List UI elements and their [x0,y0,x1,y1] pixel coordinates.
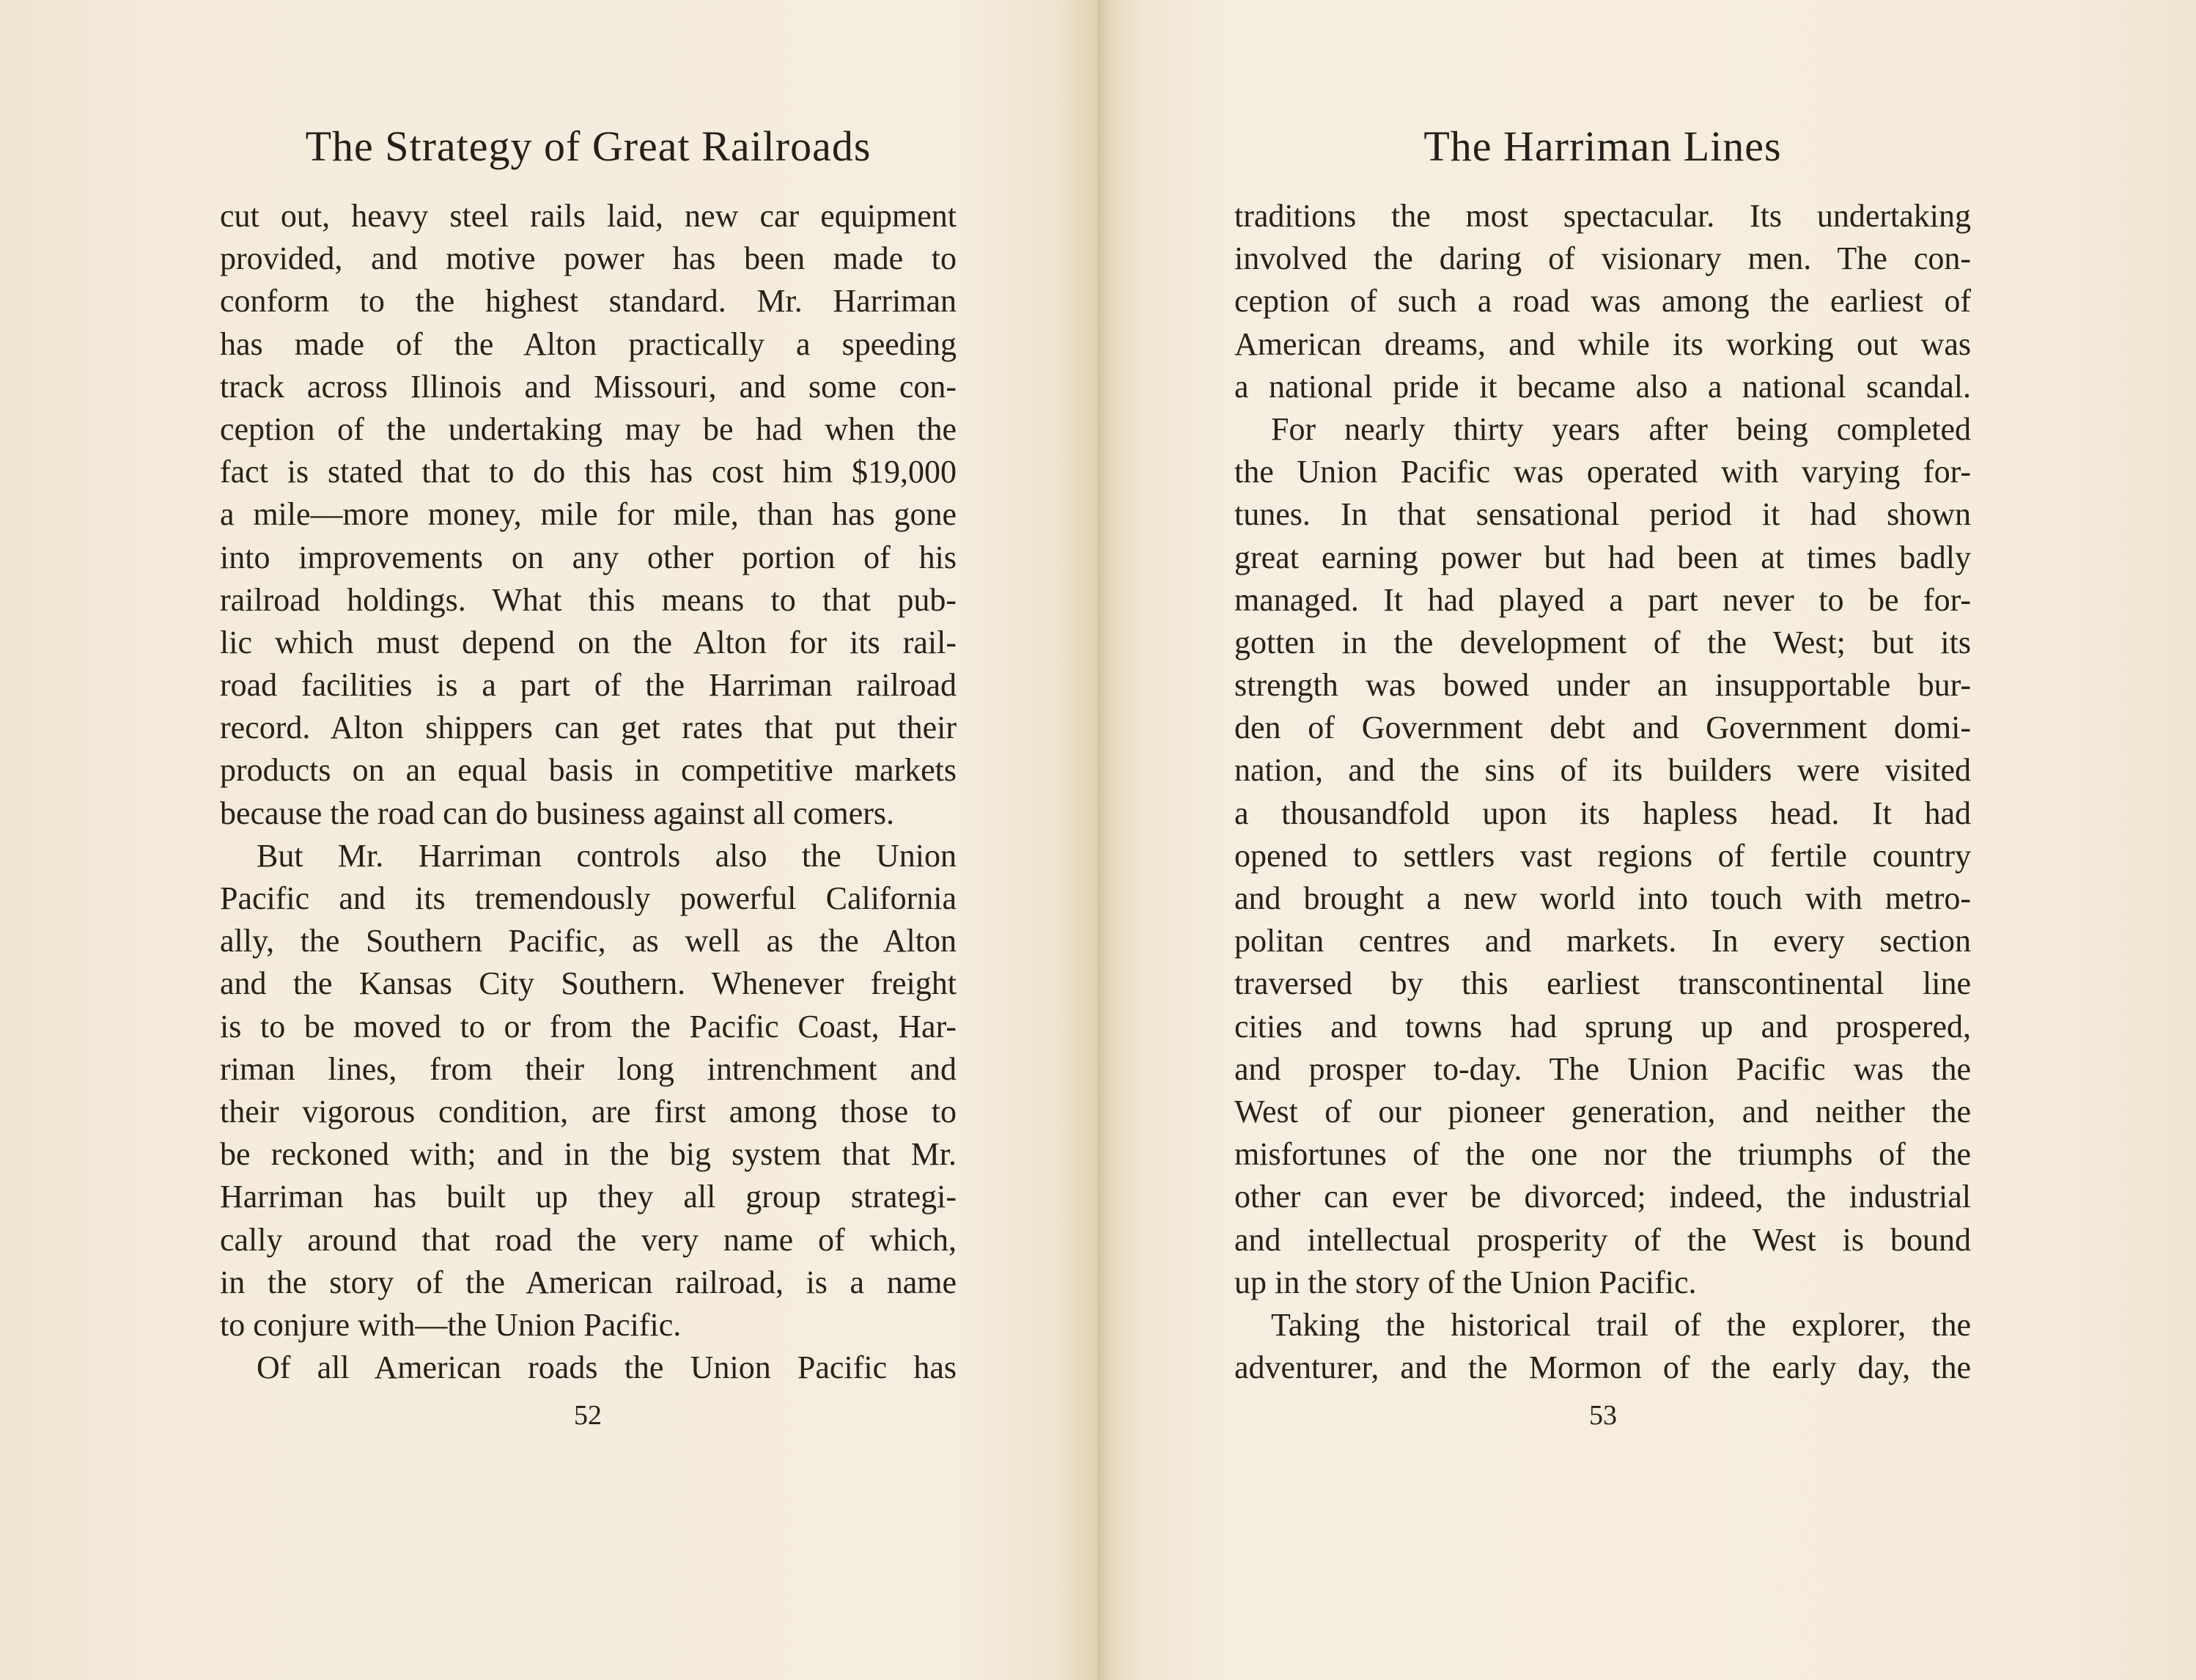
text-line: because the road can do business against all comers. [220,795,895,831]
text-line: products on an equal basis in competitive markets [220,752,957,789]
text-line: Of all American roads the Union Pacific has [257,1349,957,1386]
text-line: American dreams, and while its working out was [1234,325,1971,362]
text-line: track across Illinois and Missouri, and some con- [220,368,957,405]
text-line: cally around that road the very name of which, [220,1221,957,1258]
text-line: But Mr. Harriman controls also the Union [257,837,957,874]
text-line: ally, the Southern Pacific, as well as the Alton [220,923,957,959]
text-line: the Union Pacific was operated with varying for- [1234,454,1971,490]
right-page-number: 53 [1589,1400,1617,1431]
left-page-number: 52 [574,1400,602,1431]
text-line: strength was bowed under an insupportable bur- [1234,667,1971,704]
text-line: gotten in the development of the West; but its [1234,624,1971,660]
text-line: great earning power but had been at times badly [1234,539,1971,575]
text-line: lic which must depend on the Alton for its rail- [220,624,957,660]
text-line: and brought a new world into touch with metro- [1234,880,1971,916]
text-line: politan centres and markets. In every section [1234,923,1971,959]
text-line: fact is stated that to do this has cost him $19,000 [220,454,957,490]
text-line: and the Kansas City Southern. Whenever freight [220,965,957,1002]
text-line: railroad holdings. What this means to that pub- [220,581,957,618]
text-line: and prosper to-day. The Union Pacific was the [1234,1050,1971,1087]
text-line: a national pride it became also a national scandal. [1234,368,1971,405]
text-line: managed. It had played a part never to be for- [1234,581,1971,618]
text-line: Harriman has built up they all group strategi- [220,1179,957,1215]
text-line: ception of the undertaking may be had when the [220,410,957,447]
text-line: misfortunes of the one nor the triumphs of the [1234,1136,1971,1173]
text-line: in the story of the American railroad, is a name [220,1264,957,1300]
text-line: other can ever be divorced; indeed, the industrial [1234,1179,1971,1215]
text-line: provided, and motive power has been made to [220,240,957,277]
text-line: road facilities is a part of the Harriman railroad [220,667,957,704]
text-line: den of Government debt and Government domi- [1234,710,1971,746]
text-line: ception of such a road was among the earliest of [1234,283,1971,320]
text-line: be reckoned with; and in the big system that Mr. [220,1136,957,1173]
text-line: Pacific and its tremendously powerful California [220,880,957,916]
text-line: their vigorous condition, are first among those to [220,1093,957,1130]
text-line: cities and towns had sprung up and prospered, [1234,1008,1971,1045]
text-line: tunes. In that sensational period it had shown [1234,496,1971,533]
text-line: West of our pioneer generation, and neither the [1234,1093,1971,1130]
left-body-text [220,195,957,1389]
text-line: and intellectual prosperity of the West is bound [1234,1221,1971,1258]
text-line: cut out, heavy steel rails laid, new car equipment [220,198,957,234]
text-line: opened to settlers vast regions of fertile country [1234,837,1971,874]
right-running-head: The Harriman Lines [1423,122,1782,170]
text-line: traditions the most spectacular. Its undertaking [1234,198,1971,234]
text-line: to conjure with—the Union Pacific. [220,1306,682,1343]
text-line: has made of the Alton practically a speeding [220,325,957,362]
text-line: is to be moved to or from the Pacific Coast, Har- [220,1008,957,1045]
text-line: up in the story of the Union Pacific. [1234,1264,1697,1300]
text-line: a mile—more money, mile for mile, than has gone [220,496,957,533]
right-body-text [1234,195,1971,1389]
text-line: a thousandfold upon its hapless head. It had [1234,795,1971,831]
right-page [1100,0,2196,1680]
text-line: record. Alton shippers can get rates that put their [220,710,957,746]
text-line: into improvements on any other portion of his [220,539,957,575]
left-running-head: The Strategy of Great Railroads [305,122,872,170]
text-line: adventurer, and the Mormon of the early day, the [1234,1349,1971,1386]
text-line: nation, and the sins of its builders were visited [1234,752,1971,789]
text-line: For nearly thirty years after being completed [1271,410,1971,447]
text-line: involved the daring of visionary men. The con- [1234,240,1971,277]
text-line: riman lines, from their long intrenchment and [220,1050,957,1087]
text-line: traversed by this earliest transcontinental line [1234,965,1971,1002]
text-line: conform to the highest standard. Mr. Harriman [220,283,957,320]
text-line: Taking the historical trail of the explorer, the [1271,1306,1971,1343]
